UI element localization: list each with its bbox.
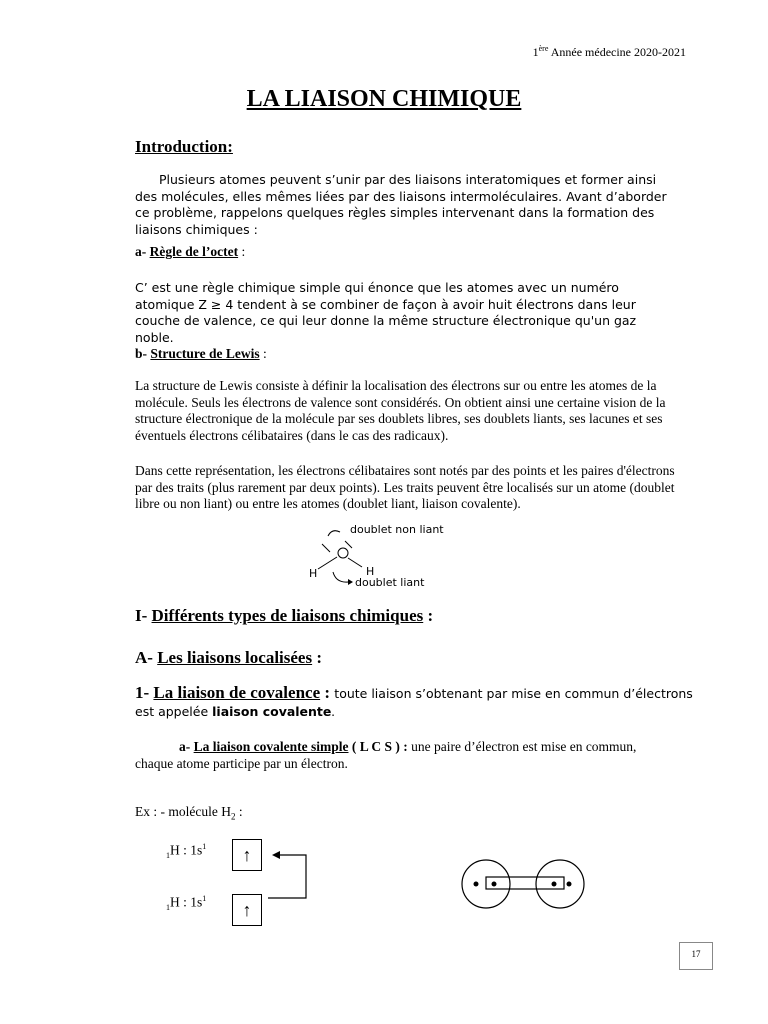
- intro-paragraph: Plusieurs atomes peuvent s’unir par des liaisons interatomiques et former ainsi des molécules, elles mêmes liées par des liaisons intermoléculaires. Avant d’aborder ce problème, rappelons quelques règles simples intervenant dans la formation des liaisons chimiques :: [135, 172, 667, 237]
- label-liant: doublet liant: [355, 576, 425, 589]
- atom-h-right: H: [366, 565, 375, 578]
- covalence-definition: 1- La liaison de covalence : toute liaison s’obtenant par mise en commun d’électrons est appelée liaison covalente.: [135, 683, 693, 719]
- octet-heading: a- Règle de l’octet :: [135, 244, 246, 259]
- octet-paragraph: C’ est une règle chimique simple qui énonce que les atomes avec un numéro atomique Z ≥ 4 tendent à se combiner de façon à avoir huit électrons dans leur couche de valence, ce qui leur donne la même structure électronique qu'un gaz noble.: [135, 280, 637, 345]
- orbital-box-2: ↑: [232, 894, 262, 926]
- orbital-label-2: $_1$H : $1s^1$: [166, 894, 207, 913]
- page-title: LA LIAISON CHIMIQUE: [246, 86, 522, 112]
- lewis-paragraph-1: La structure de Lewis consiste à définir la localisation des électrons sur ou entre les atomes de la molécule. Seuls les électrons de valence sont considérés. On obtient ainsi une certaine vision de la structure électronique de la molécule par ses doublets libres, ses doublets liants, ses lacunes et ses éventuels électrons célibataires (dans le cas des radicaux).: [135, 378, 666, 443]
- lewis-paragraph-2: Dans cette représentation, les électrons célibataires sont notés par des points et les paires d'électrons par des traits (plus rarement par deux points). Les traits peuvent être localisés sur un atome (doublet libre ou non liant) ou entre les atomes (doublet liant, liaison covalente).: [135, 463, 675, 511]
- lcs-definition: a- La liaison covalente simple ( L C S ) : une paire d’électron est mise en commun, chaque atome participe par un électron.: [135, 739, 637, 771]
- electron-left-inner: [492, 882, 497, 887]
- electron-left: [474, 882, 479, 887]
- section-1-heading: I- Différents types de liaisons chimiques :: [135, 606, 434, 625]
- orbital-label-1: $_1$H : $1s^1$: [166, 842, 207, 861]
- h2-orbital-overlap: [462, 860, 584, 908]
- orbital-box-1: ↑: [232, 839, 262, 871]
- section-a-heading: A- Les liaisons localisées :: [135, 648, 323, 667]
- h-atom-right: [536, 860, 584, 908]
- atom-h-left: H: [309, 567, 318, 580]
- page-number: 17: [679, 942, 713, 970]
- lewis-heading: b- Structure de Lewis :: [135, 346, 267, 361]
- electron-right: [567, 882, 572, 887]
- label-nonliant: doublet non liant: [350, 523, 444, 536]
- electron-right-inner: [552, 882, 557, 887]
- pairing-connector: [268, 855, 306, 898]
- intro-heading: Introduction:: [135, 137, 233, 156]
- connector-arrowhead: [272, 851, 280, 859]
- page-header: 1ère Année médecine 2020-2021: [532, 44, 686, 59]
- example-label: Ex : - molécule $H_2$ :: [135, 804, 243, 822]
